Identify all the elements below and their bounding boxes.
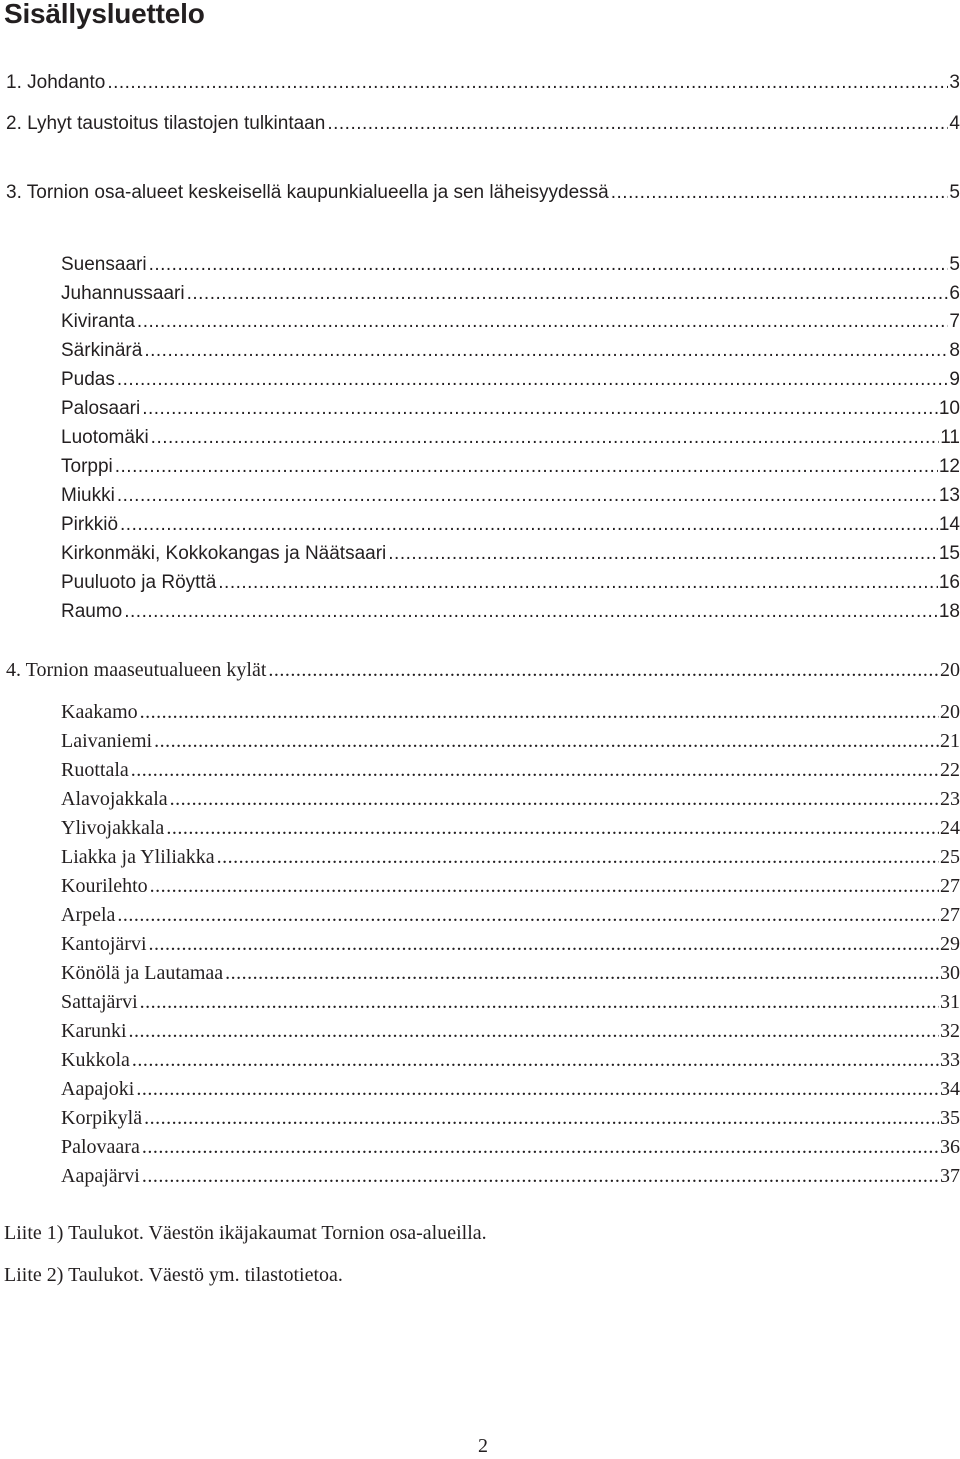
dot-leader	[187, 283, 949, 305]
toc-entry-label: Luotomäki	[61, 427, 149, 448]
toc-entry-page: 33	[940, 1049, 960, 1071]
dot-leader	[120, 514, 938, 536]
dot-leader	[107, 72, 948, 94]
toc-entry-label: Kukkola	[61, 1049, 130, 1071]
toc-entry-karunki[interactable]	[61, 1020, 960, 1046]
toc-entry-label: Kiviranta	[61, 311, 135, 332]
toc-entry-page: 31	[940, 991, 960, 1013]
toc-entry-page: 30	[940, 962, 960, 984]
toc-entry-aapajoki[interactable]	[61, 1078, 960, 1104]
toc-entry-page: 22	[940, 759, 960, 781]
toc-entry-page: 15	[938, 543, 960, 564]
toc-entry-page: 10	[938, 398, 960, 419]
dot-leader	[140, 701, 939, 724]
toc-entry-raumo[interactable]	[61, 601, 960, 627]
dot-leader	[218, 572, 938, 594]
dot-leader	[140, 991, 939, 1014]
toc-entry-label: Könölä ja Lautamaa	[61, 962, 224, 984]
dot-leader	[117, 904, 939, 927]
dot-leader	[137, 311, 949, 333]
toc-entry-page: 20	[940, 659, 960, 681]
toc-entry-label: Pudas	[61, 369, 115, 390]
toc-entry-page: 36	[940, 1136, 960, 1158]
toc-entry-label: Korpikylä	[61, 1107, 143, 1129]
toc-entry-label: Särkinärä	[61, 340, 143, 361]
toc-entry-label: Palovaara	[61, 1136, 140, 1158]
dot-leader	[142, 398, 938, 420]
toc-entry-konola[interactable]	[61, 962, 960, 988]
toc-entry-label: Kantojärvi	[61, 933, 147, 955]
toc-entry-chapter-2[interactable]	[6, 113, 960, 139]
toc-entry-label: Arpela	[61, 904, 116, 926]
dot-leader	[142, 1136, 939, 1159]
toc-entry-label: Liakka ja Yliliakka	[61, 846, 215, 868]
toc-entry-page: 5	[949, 254, 960, 275]
dot-leader	[149, 933, 939, 956]
toc-entry-label: Suensaari	[61, 254, 147, 275]
toc-entry-page: 35	[940, 1107, 960, 1129]
dot-leader	[611, 182, 949, 204]
toc-entry-page: 9	[949, 369, 960, 390]
toc-entry-suensaari[interactable]	[61, 254, 960, 280]
toc-entry-arpela[interactable]	[61, 904, 960, 930]
toc-entry-korpikyla[interactable]	[61, 1107, 960, 1133]
toc-entry-label: Miukki	[61, 485, 115, 506]
toc-entry-juhannussaari[interactable]	[61, 283, 960, 309]
toc-entry-chapter-3[interactable]	[6, 182, 960, 208]
toc-entry-label: 2. Lyhyt taustoitus tilastojen tulkintaan	[6, 113, 326, 134]
dot-leader	[154, 730, 939, 753]
dot-leader	[217, 846, 939, 869]
appendix-2[interactable]: Liite 2) Taulukot. Väestö ym. tilastotietoa.	[4, 1264, 343, 1286]
toc-entry-label: Kirkonmäki, Kokkokangas ja Näätsaari	[61, 543, 387, 564]
dot-leader	[117, 369, 949, 391]
toc-entry-label: 4. Tornion maaseutualueen kylät	[6, 659, 267, 681]
toc-entry-label: Juhannussaari	[61, 283, 185, 304]
toc-entry-puuluoto[interactable]	[61, 572, 960, 598]
toc-entry-page: 11	[940, 427, 960, 448]
toc-entry-sarkinara[interactable]	[61, 340, 960, 366]
toc-entry-sattajarvi[interactable]	[61, 991, 960, 1017]
toc-entry-ruottala[interactable]	[61, 759, 960, 785]
toc-entry-chapter-1[interactable]	[6, 72, 960, 98]
dot-leader	[151, 427, 940, 449]
toc-entry-kourilehto[interactable]	[61, 875, 960, 901]
toc-entry-label: Alavojakkala	[61, 788, 168, 810]
toc-entry-label: Aapajoki	[61, 1078, 135, 1100]
toc-entry-page: 25	[940, 846, 960, 868]
dot-leader	[388, 543, 938, 565]
toc-entry-aapajarvi[interactable]	[61, 1165, 960, 1191]
dot-leader	[142, 1165, 939, 1188]
toc-entry-pirkkio[interactable]	[61, 514, 960, 540]
toc-entry-page: 21	[940, 730, 960, 752]
dot-leader	[132, 1049, 939, 1072]
toc-entry-page: 8	[949, 340, 960, 361]
toc-entry-label: Ylivojakkala	[61, 817, 165, 839]
toc-entry-page: 18	[938, 601, 960, 622]
toc-entry-page: 24	[940, 817, 960, 839]
dot-leader	[225, 962, 939, 985]
dot-leader	[131, 759, 939, 782]
toc-entry-page: 6	[949, 283, 960, 304]
toc-entry-page: 3	[949, 72, 960, 93]
toc-entry-page: 16	[938, 572, 960, 593]
dot-leader	[149, 254, 949, 276]
toc-entry-kirkonmaki[interactable]	[61, 543, 960, 569]
toc-entry-label: Puuluoto ja Röyttä	[61, 572, 217, 593]
toc-entry-page: 23	[940, 788, 960, 810]
dot-leader	[115, 456, 938, 478]
toc-entry-page: 20	[940, 701, 960, 723]
toc-entry-pudas[interactable]	[61, 369, 960, 395]
toc-entry-laivaniemi[interactable]	[61, 730, 960, 756]
dot-leader	[170, 788, 939, 811]
toc-entry-page: 13	[938, 485, 960, 506]
toc-entry-chapter-4[interactable]	[6, 659, 960, 685]
toc-entry-page: 7	[949, 311, 960, 332]
toc-entry-palosaari[interactable]	[61, 398, 960, 424]
dot-leader	[150, 875, 939, 898]
toc-entry-torppi[interactable]	[61, 456, 960, 482]
toc-entry-label: Ruottala	[61, 759, 129, 781]
dot-leader	[144, 1107, 939, 1130]
toc-entry-label: Palosaari	[61, 398, 141, 419]
toc-entry-label: Laivaniemi	[61, 730, 153, 752]
dot-leader	[166, 817, 939, 840]
page-number: 2	[478, 1435, 488, 1457]
toc-entry-kiviranta[interactable]	[61, 311, 960, 337]
toc-entry-page: 14	[938, 514, 960, 535]
toc-entry-label: Aapajärvi	[61, 1165, 140, 1187]
page-title: Sisällysluettelo	[4, 0, 205, 29]
dot-leader	[327, 113, 948, 135]
toc-entry-miukki[interactable]	[61, 485, 960, 511]
toc-entry-page: 37	[940, 1165, 960, 1187]
toc-entry-label: 3. Tornion osa-alueet keskeisellä kaupunkialueella ja sen läheisyydessä	[6, 182, 609, 203]
toc-entry-label: Karunki	[61, 1020, 127, 1042]
toc-entry-kukkola[interactable]	[61, 1049, 960, 1075]
toc-entry-page: 4	[949, 113, 960, 134]
toc-entry-label: Sattajärvi	[61, 991, 138, 1013]
toc-entry-page: 27	[940, 904, 960, 926]
toc-entry-kantojarvi[interactable]	[61, 933, 960, 959]
toc-entry-page: 32	[940, 1020, 960, 1042]
toc-entry-page: 5	[949, 182, 960, 203]
toc-entry-label: Raumo	[61, 601, 123, 622]
toc-entry-liakka[interactable]	[61, 846, 960, 872]
toc-entry-label: 1. Johdanto	[6, 72, 106, 93]
toc-entry-page: 12	[938, 456, 960, 477]
toc-entry-label: Kourilehto	[61, 875, 148, 897]
toc-entry-page: 34	[940, 1078, 960, 1100]
toc-entry-page: 29	[940, 933, 960, 955]
toc-entry-luotomaki[interactable]	[61, 427, 960, 453]
toc-entry-alavojakkala[interactable]	[61, 788, 960, 814]
dot-leader	[117, 485, 938, 507]
toc-entry-label: Kaakamo	[61, 701, 138, 723]
dot-leader	[136, 1078, 939, 1101]
appendix-1[interactable]: Liite 1) Taulukot. Väestön ikäjakaumat Tornion osa-alueilla.	[4, 1222, 487, 1244]
toc-entry-kaakamo[interactable]	[61, 701, 960, 727]
toc-entry-label: Torppi	[61, 456, 113, 477]
dot-leader	[129, 1020, 939, 1043]
toc-entry-label: Pirkkiö	[61, 514, 119, 535]
dot-leader	[144, 340, 948, 362]
toc-entry-ylivojakkala[interactable]	[61, 817, 960, 843]
toc-entry-palovaara[interactable]	[61, 1136, 960, 1162]
toc-entry-page: 27	[940, 875, 960, 897]
dot-leader	[124, 601, 938, 623]
dot-leader	[268, 659, 939, 682]
